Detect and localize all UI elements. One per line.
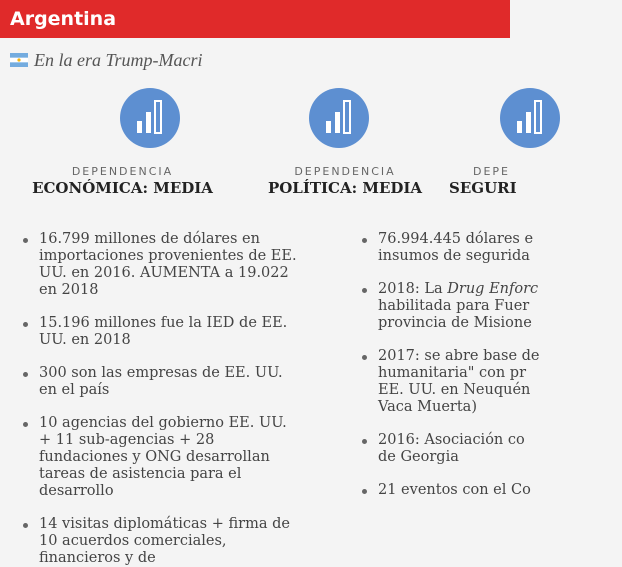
category-label-main: SEGURI bbox=[449, 179, 517, 197]
list-item bbox=[362, 348, 622, 416]
list-item-prefix: 2018: La bbox=[378, 281, 448, 297]
bar-chart-icon bbox=[309, 88, 369, 148]
category-label-top: DEPE bbox=[473, 165, 511, 178]
subtitle bbox=[10, 49, 203, 71]
list-item-line: provincia de Misione bbox=[378, 315, 532, 331]
list-item bbox=[362, 482, 622, 499]
category-label-main: ECONÓMICA: MEDIA bbox=[32, 179, 213, 197]
list-item-line: 76.994.445 dólares e bbox=[378, 231, 534, 247]
list-item-line: EE. UU. en Neuquén bbox=[378, 382, 531, 398]
list-item-line: 2017: se abre base de bbox=[378, 348, 540, 364]
list-item-line: 2016: Asociación co bbox=[378, 432, 525, 448]
subtitle-text: En la era Trump-Macri bbox=[34, 49, 203, 70]
category-label-top: DEPENDENCIA bbox=[71, 165, 174, 178]
argentina-flag-icon bbox=[10, 53, 28, 67]
list-item: 15.196 millones fue la IED de EE. UU. en 2018 bbox=[23, 315, 298, 349]
list-item bbox=[362, 281, 622, 332]
list-item-line: Vaca Muerta) bbox=[378, 399, 477, 415]
list-item: 16.799 millones de dólares en importaciones provenientes de EE. UU. en 2016. AUMENTA a 19.022 en 2018 bbox=[23, 231, 298, 299]
bar-chart-icon bbox=[120, 88, 180, 148]
list-item: 300 son las empresas de EE. UU. en el país bbox=[23, 365, 298, 399]
economic-list bbox=[23, 231, 298, 567]
list-item bbox=[362, 432, 622, 466]
category-label-main: POLÍTICA: MEDIA bbox=[267, 179, 423, 197]
list-item-line: de Georgia bbox=[378, 449, 459, 465]
header-title: Argentina bbox=[10, 8, 117, 30]
category-label-top: DEPENDENCIA bbox=[294, 165, 396, 178]
list-item-line: 21 eventos con el Co bbox=[378, 482, 531, 498]
list-item-italic: Drug Enforc bbox=[447, 281, 539, 297]
list-item bbox=[362, 231, 622, 265]
page-header bbox=[0, 0, 510, 38]
list-item-line: habilitada para Fuer bbox=[378, 298, 530, 314]
list-item: 10 agencias del gobierno EE. UU. + 11 sub-agencias + 28 fundaciones y ONG desarrollan tareas de asistencia para el desarrollo bbox=[23, 415, 298, 500]
security-list bbox=[362, 231, 622, 499]
list-item: 14 visitas diplomáticas + firma de 10 acuerdos comerciales, financieros y de bbox=[23, 516, 298, 567]
list-item-line: insumos de segurida bbox=[378, 248, 530, 264]
bar-chart-icon bbox=[500, 88, 560, 148]
list-item-line: humanitaria" con pr bbox=[378, 365, 527, 381]
